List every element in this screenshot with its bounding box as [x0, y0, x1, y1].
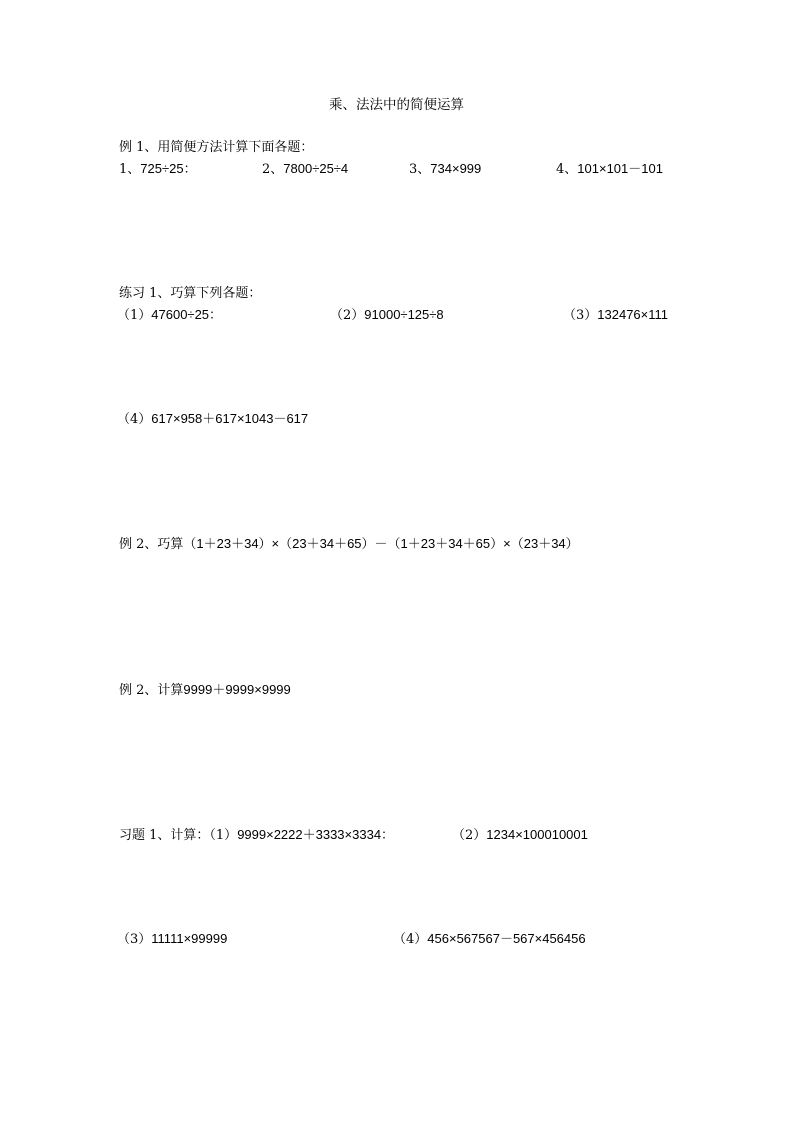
example2-clever-calculation — [119, 535, 579, 554]
homework1-problem-3 — [117, 930, 227, 949]
problem-expression: 11111×99999 — [151, 931, 228, 946]
practice1-problem-2 — [330, 306, 444, 325]
problem-expression: 734×999 — [430, 161, 482, 176]
problem-label: 3、 — [409, 162, 431, 177]
problem-expression: 617×958＋617×1043－617 — [151, 411, 309, 426]
example1-problem-4 — [556, 160, 663, 179]
example1-heading: 例 1、用简便方法计算下面各题： — [119, 140, 314, 155]
problem-expression: 725÷25： — [140, 161, 197, 176]
problem-expression: 101×101－101 — [577, 161, 663, 176]
problem-label: 2、 — [262, 162, 284, 177]
problem-label: （4） — [393, 932, 428, 947]
example1-problem-2 — [262, 160, 348, 179]
problem-label: 1、 — [119, 162, 141, 177]
problem-label: 4、 — [556, 162, 578, 177]
problem-label: （3） — [117, 932, 152, 947]
problem-expression: 132476×111 — [597, 307, 669, 322]
problem-expression: 456×567567－567×456456 — [427, 931, 586, 946]
practice1-heading: 练习 1、巧算下列各题： — [119, 286, 262, 301]
problem-expression: 47600÷25： — [151, 307, 223, 322]
problem-expression: 9999×2222＋3333×3334： — [237, 827, 395, 842]
problem-label: （2） — [452, 828, 487, 843]
problem-label: （2） — [330, 308, 365, 323]
practice1-problem-3 — [563, 306, 668, 325]
problem-expression: 91000÷125÷8 — [364, 307, 444, 322]
problem-expression: 1234×100010001 — [486, 827, 588, 842]
example2-calculation — [119, 681, 291, 700]
homework1-problem-4 — [393, 930, 586, 949]
problem-expression: （1＋23＋34）×（23＋34＋65）－（1＋23＋34＋65）×（23＋34） — [183, 536, 579, 551]
problem-label: （1） — [117, 308, 152, 323]
example1-problem-3 — [409, 160, 481, 179]
problem-label: （1） — [209, 828, 238, 843]
problem-expression: 9999＋9999×9999 — [183, 682, 291, 697]
practice1-problem-1 — [117, 306, 222, 325]
page-title: 乘、法法中的简便运算 — [329, 97, 464, 113]
problem-expression: 7800÷25÷4 — [283, 161, 349, 176]
homework1-heading: 习题 1、计算： — [119, 828, 210, 843]
example1-problem-1 — [119, 160, 197, 179]
problem-label: 例 2、计算 — [119, 683, 184, 698]
problem-label: （3） — [563, 308, 598, 323]
problem-label: 例 2、巧算 — [119, 537, 184, 552]
problem-label: （4） — [117, 412, 152, 427]
practice1-problem-4 — [117, 410, 308, 429]
homework1-problem-2 — [452, 826, 588, 845]
homework1-line — [119, 826, 394, 845]
